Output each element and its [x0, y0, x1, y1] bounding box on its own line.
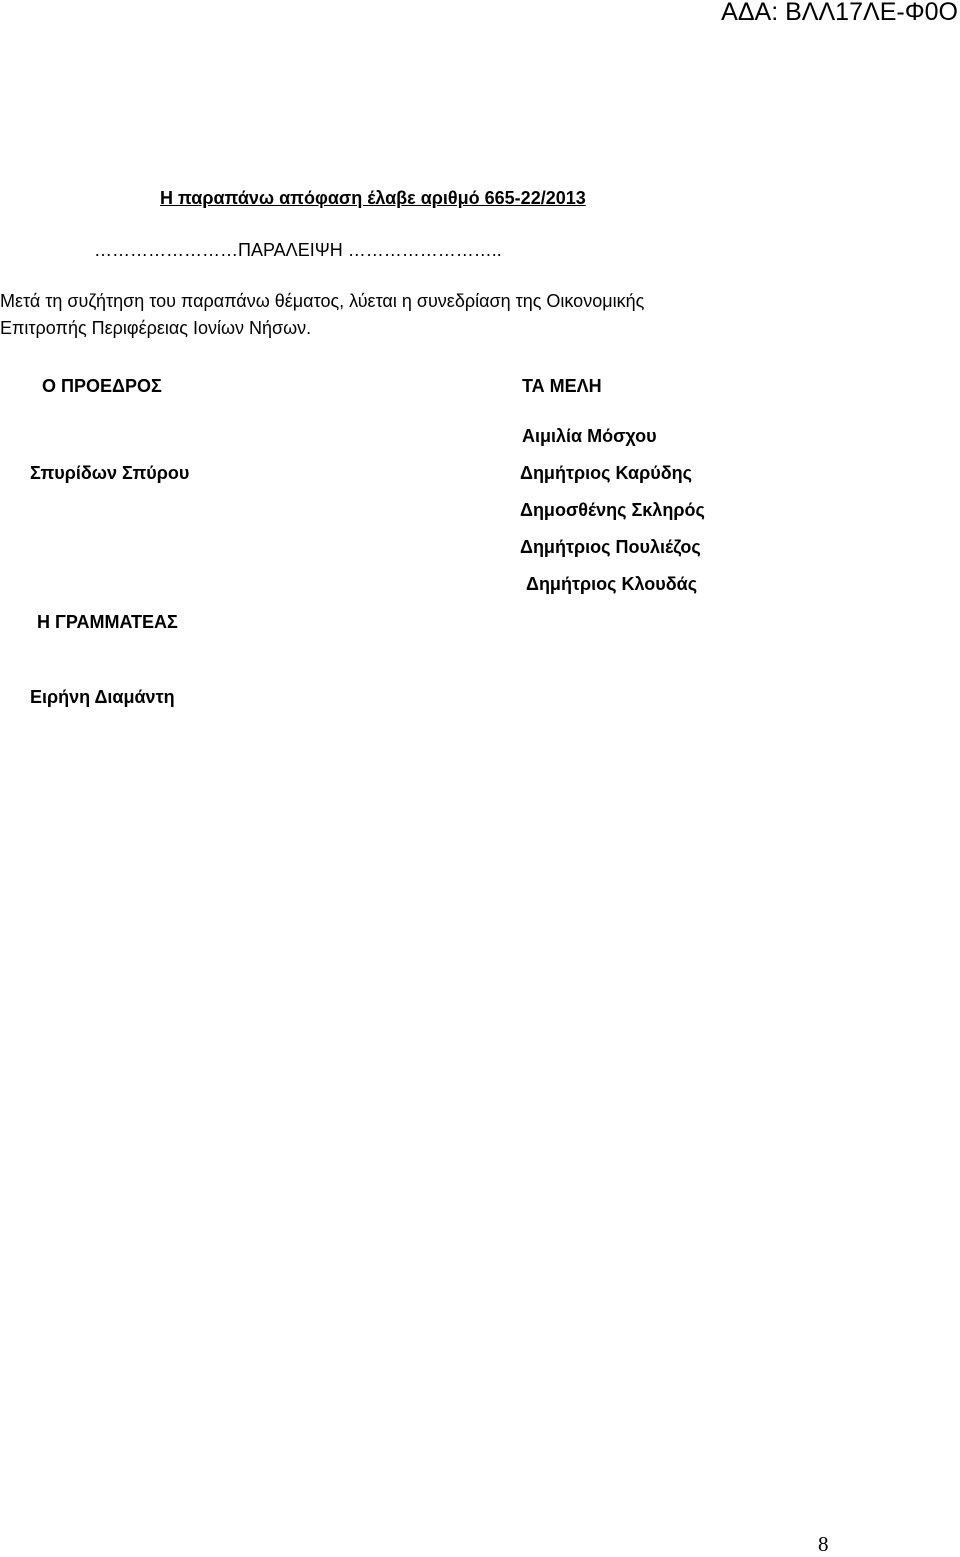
closing-paragraph-line-2: Επιτροπής Περιφέρειας Ιονίων Νήσων.	[0, 318, 312, 338]
omission-line: ……………………ΠΑΡΑΛΕΙΨΗ ……………………..	[94, 240, 502, 260]
member-name: Δημήτριος Πουλιέζος	[520, 537, 701, 557]
decision-number-line: Η παραπάνω απόφαση έλαβε αριθμό 665-22/2013	[160, 188, 586, 208]
member-name: Δημήτριος Καρύδης	[520, 463, 693, 483]
closing-paragraph-line-1: Μετά τη συζήτηση του παραπάνω θέματος, λύεται η συνεδρίαση της Οικονομικής	[0, 291, 645, 311]
member-name: Δημοσθένης Σκληρός	[520, 500, 705, 520]
secretary-name: Ειρήνη Διαμάντη	[30, 687, 175, 707]
ada-code: ΑΔΑ: ΒΛΛ17ΛΕ-Φ0Ο	[721, 0, 958, 26]
page-number: 8	[818, 1532, 829, 1556]
member-name: Αιμιλία Μόσχου	[522, 426, 657, 446]
member-name: Δημήτριος Κλουδάς	[526, 574, 698, 594]
president-title: Ο ΠΡΟΕΔΡΟΣ	[42, 376, 162, 396]
president-name: Σπυρίδων Σπύρου	[30, 463, 190, 483]
secretary-title: Η ΓΡΑΜΜΑΤΕΑΣ	[37, 612, 178, 632]
members-title: ΤΑ ΜΕΛΗ	[522, 376, 602, 396]
